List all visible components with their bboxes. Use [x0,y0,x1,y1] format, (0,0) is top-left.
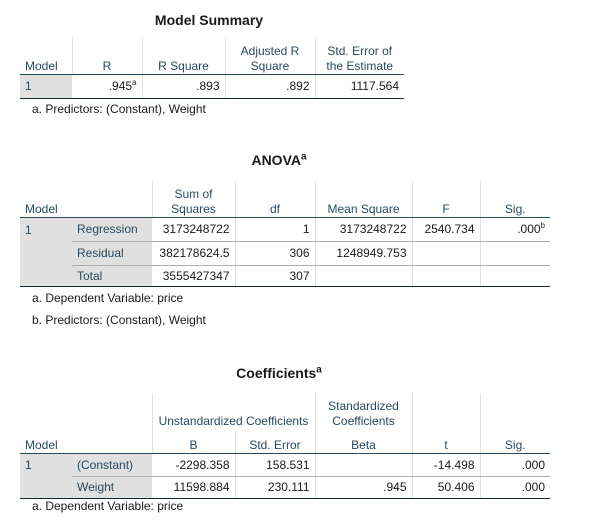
cell-sum-of-squares: 3555427347 [152,265,235,286]
col-header-std-error: Std. Error [235,431,315,453]
model-summary-table [20,37,404,99]
col-header-sig: Sig. [480,431,550,453]
col-header-df: df [235,180,315,217]
cell-mean-square: 3173248722 [315,217,412,241]
col-header-model-spacer [20,394,72,431]
cell-sig: .000 [480,453,550,476]
r-value: .945$^a$ [72,74,142,98]
col-header-t: t [412,431,480,453]
coefficients-title [20,365,538,381]
col-header-sum-of-squares: Sum of Squares [152,180,235,217]
col-header-sig-spacer [480,394,550,431]
col-header-f: F [412,180,480,217]
sig-footnote-marker: b [540,221,545,230]
cell-df: 307 [235,265,315,286]
cell-f: 2540.734 [412,217,480,241]
col-header-r-square: R Square [142,37,225,74]
cell-f [412,241,480,265]
cell-df: 1 [235,217,315,241]
model-summary-title-text: Model Summary [154,12,264,28]
anova-footnote-b: b. Predictors: (Constant), Weight [32,313,206,327]
col-header-blank [72,180,152,217]
row-label-total: Total [72,265,152,286]
col-header-blank [72,394,152,431]
coefficients-table [20,394,550,499]
model-summary-footnote-a: a. Predictors: (Constant), Weight [32,102,206,116]
col-header-model: Model [20,180,72,217]
cell-b: 11598.884 [152,476,235,498]
cell-sum-of-squares: 382178624.5 [152,241,235,265]
r-square-value: .893 [142,74,225,98]
cell-t: -14.498 [412,453,480,476]
anova-title-text: ANOVA [251,152,301,168]
row-label-residual: Residual [72,241,152,265]
cell-t: 50.406 [412,476,480,498]
cell-beta [315,453,412,476]
col-header-beta: Beta [315,431,412,453]
table-row [20,476,550,498]
table-row [20,453,550,476]
col-header-r: R [72,37,142,74]
table-row [20,217,550,241]
anova-footnote-a: a. Dependent Variable: price [32,291,184,305]
cell-f [412,265,480,286]
col-header-standardized-coefficients: Standardized Coefficients [315,394,412,431]
cell-sig [480,241,550,265]
col-header-model: Model [20,431,72,453]
col-header-model: Model [20,37,72,74]
model-label: 1 [20,453,72,498]
row-label-weight: Weight [72,476,152,498]
coefficients-title-text: Coefficients [236,365,317,381]
coefficients-footnote-a: a. Dependent Variable: price [32,499,184,513]
std-error-estimate-value: 1117.564 [315,74,404,98]
cell-sum-of-squares: 3173248722 [152,217,235,241]
anova-table [20,180,550,287]
table-row [20,265,550,286]
cell-df: 306 [235,241,315,265]
adjusted-r-square-value: .892 [225,74,315,98]
cell-sig [480,265,550,286]
col-header-t-spacer [412,394,480,431]
coefficients-title-footnote-marker: a [316,364,322,376]
cell-beta: .945 [315,476,412,498]
col-header-mean-square: Mean Square [315,180,412,217]
model-summary-title [20,12,398,28]
cell-sig: .000$^b$ [480,217,550,241]
cell-std-error: 158.531 [235,453,315,476]
anova-title [20,152,538,168]
table-row [20,241,550,265]
col-header-std-error-estimate: Std. Error of the Estimate [315,37,404,74]
row-label-regression: Regression [72,217,152,241]
cell-sig: .000 [480,476,550,498]
col-header-sig: Sig. [480,180,550,217]
cell-std-error: 230.111 [235,476,315,498]
cell-mean-square: 1248949.753 [315,241,412,265]
cell-b: -2298.358 [152,453,235,476]
r-footnote-marker: a [132,78,137,87]
row-label-constant: (Constant) [72,453,152,476]
col-header-b: B [152,431,235,453]
col-header-unstandardized-coefficients: Unstandardized Coefficients [152,394,315,431]
model-label: 1 [20,217,72,286]
col-header-blank [72,431,152,453]
col-header-adjusted-r-square: Adjusted R Square [225,37,315,74]
anova-title-footnote-marker: a [300,151,307,163]
model-label: 1 [20,74,72,98]
cell-mean-square [315,265,412,286]
